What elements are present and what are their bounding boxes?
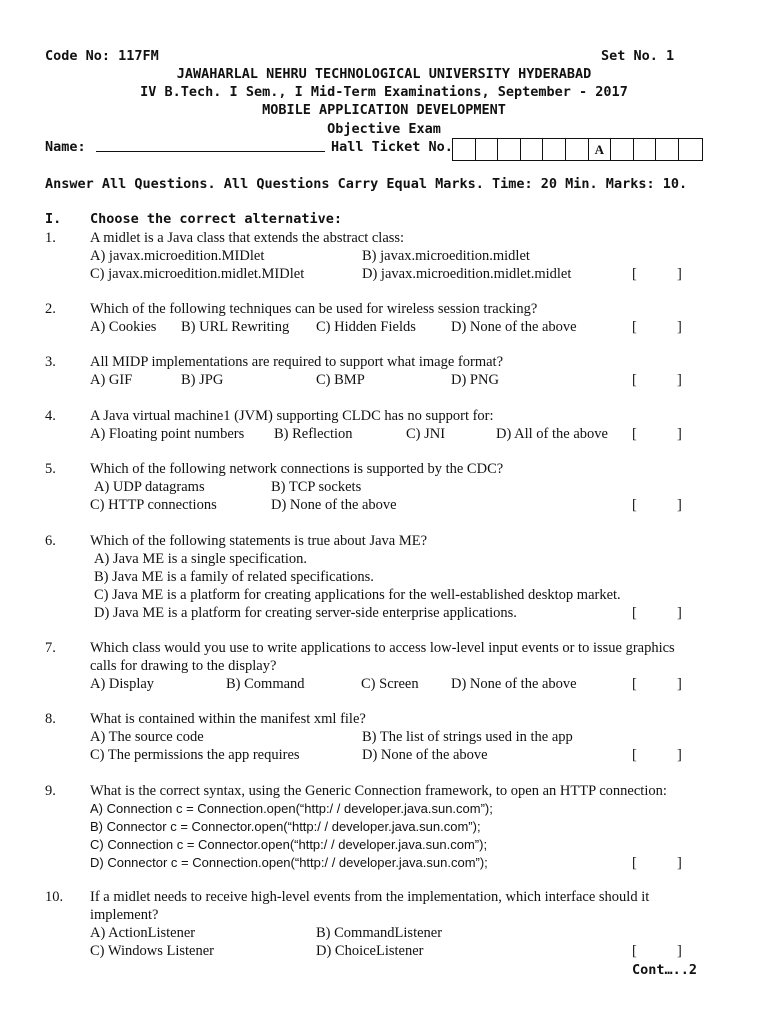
exam-type: Objective Exam [327, 121, 441, 137]
option: B) TCP sockets [271, 479, 362, 495]
option: A) ActionListener [90, 925, 196, 941]
option: A) javax.microedition.MIDlet [90, 248, 265, 264]
option: B) Command [226, 676, 305, 692]
option: D) PNG [451, 372, 499, 388]
question-text: If a midlet needs to receive high-level events from the implementation, which interface should it [90, 889, 650, 905]
answer-bracket-open[interactable]: [ [632, 943, 637, 959]
answer-bracket-close[interactable]: ] [677, 747, 682, 763]
option: B) CommandListener [316, 925, 443, 941]
option: B) javax.microedition.midlet [362, 248, 530, 264]
hall-ticket-boxes[interactable] [452, 138, 703, 161]
question-text: Which of the following statements is true about Java ME? [90, 533, 428, 549]
option: D) Connector c = Connection.open(“http:/ / developer.java.sun.com”); [90, 855, 488, 870]
answer-bracket-close[interactable]: ] [677, 605, 682, 621]
option: A) Java ME is a single specification. [94, 551, 308, 567]
option: D) ChoiceListener [316, 943, 424, 959]
hall-ticket-cell[interactable] [656, 139, 679, 160]
set-number: Set No. 1 [601, 48, 675, 64]
option: C) HTTP connections [90, 497, 217, 513]
question-number: 2. [45, 301, 56, 317]
question-text: What is contained within the manifest xml file? [90, 711, 366, 727]
option: A) Floating point numbers [90, 426, 245, 442]
answer-bracket-open[interactable]: [ [632, 372, 637, 388]
answer-bracket-close[interactable]: ] [677, 319, 682, 335]
question-number: 4. [45, 408, 56, 424]
option: D) None of the above [362, 747, 488, 763]
option: B) The list of strings used in the app [362, 729, 573, 745]
option: C) Hidden Fields [316, 319, 416, 335]
question-text: Which of the following network connections is supported by the CDC? [90, 461, 504, 477]
option: C) Java ME is a platform for creating applications for the well-established desktop market. [94, 587, 621, 603]
option: B) Java ME is a family of related specifications. [94, 569, 374, 585]
section-numeral: I. [45, 211, 62, 227]
option: A) Connection c = Connection.open(“http:/ / developer.java.sun.com”); [90, 801, 493, 816]
hall-ticket-cell[interactable] [498, 139, 521, 160]
hall-ticket-cell[interactable] [521, 139, 544, 160]
option: C) BMP [316, 372, 365, 388]
option: D) None of the above [271, 497, 397, 513]
answer-bracket-close[interactable]: ] [677, 266, 682, 282]
question-number: 9. [45, 783, 56, 799]
name-label: Name: [45, 139, 86, 155]
question-number: 5. [45, 461, 56, 477]
question-number: 8. [45, 711, 56, 727]
university-name: JAWAHARLAL NEHRU TECHNOLOGICAL UNIVERSITY HYDERABAD [176, 66, 592, 82]
option: D) None of the above [451, 676, 577, 692]
question-text: Which of the following techniques can be used for wireless session tracking? [90, 301, 538, 317]
exam-title: IV B.Tech. I Sem., I Mid-Term Examinations, September - 2017 [140, 84, 628, 100]
hall-ticket-cell[interactable] [566, 139, 589, 160]
option: C) Screen [361, 676, 419, 692]
option: B) Reflection [274, 426, 353, 442]
option: C) Windows Listener [90, 943, 214, 959]
option: A) GIF [90, 372, 133, 388]
question-text: Which class would you use to write applications to access low-level input events or to issue graphics [90, 640, 675, 656]
option: C) Connection c = Connector.open(“http:/ / developer.java.sun.com”); [90, 837, 488, 852]
question-text: What is the correct syntax, using the Generic Connection framework, to open an HTTP connection: [90, 783, 667, 799]
option: A) Display [90, 676, 155, 692]
option: B) Connector c = Connector.open(“http:/ / developer.java.sun.com”); [90, 819, 481, 834]
option: A) The source code [90, 729, 204, 745]
hall-ticket-cell[interactable] [679, 139, 702, 160]
continued-note: Cont…..2 [632, 962, 698, 978]
option: D) All of the above [496, 426, 608, 442]
answer-bracket-open[interactable]: [ [632, 266, 637, 282]
hall-ticket-cell[interactable] [543, 139, 566, 160]
hall-ticket-cell[interactable] [453, 139, 476, 160]
name-field[interactable] [96, 151, 325, 152]
option: C) JNI [406, 426, 446, 442]
question-number: 10. [45, 889, 64, 905]
answer-bracket-close[interactable]: ] [677, 855, 682, 871]
option: C) The permissions the app requires [90, 747, 300, 763]
answer-bracket-open[interactable]: [ [632, 676, 637, 692]
hall-ticket-cell[interactable]: A [589, 139, 612, 160]
question-text: All MIDP implementations are required to support what image format? [90, 354, 504, 370]
answer-bracket-open[interactable]: [ [632, 605, 637, 621]
hall-ticket-cell[interactable] [476, 139, 499, 160]
answer-bracket-open[interactable]: [ [632, 855, 637, 871]
question-text: calls for drawing to the display? [90, 658, 277, 674]
answer-bracket-close[interactable]: ] [677, 676, 682, 692]
answer-bracket-close[interactable]: ] [677, 943, 682, 959]
answer-bracket-open[interactable]: [ [632, 747, 637, 763]
hall-ticket-cell[interactable] [634, 139, 657, 160]
option: A) UDP datagrams [94, 479, 205, 495]
hall-ticket-cell[interactable] [611, 139, 634, 160]
option: D) None of the above [451, 319, 577, 335]
answer-bracket-open[interactable]: [ [632, 319, 637, 335]
option: B) URL Rewriting [181, 319, 290, 335]
question-number: 7. [45, 640, 56, 656]
subject-title: MOBILE APPLICATION DEVELOPMENT [262, 102, 506, 118]
answer-bracket-close[interactable]: ] [677, 372, 682, 388]
question-number: 3. [45, 354, 56, 370]
answer-bracket-open[interactable]: [ [632, 426, 637, 442]
option: B) JPG [181, 372, 224, 388]
question-number: 1. [45, 230, 56, 246]
hall-ticket-label: Hall Ticket No. [331, 139, 453, 155]
option: A) Cookies [90, 319, 157, 335]
instructions: Answer All Questions. All Questions Carry Equal Marks. Time: 20 Min. Marks: 10. [45, 176, 688, 192]
option: D) Java ME is a platform for creating server-side enterprise applications. [94, 605, 517, 621]
code-number: Code No: 117FM [45, 48, 159, 64]
question-text: A Java virtual machine1 (JVM) supporting CLDC has no support for: [90, 408, 494, 424]
question-text: implement? [90, 907, 159, 923]
question-number: 6. [45, 533, 56, 549]
answer-bracket-open[interactable]: [ [632, 497, 637, 513]
option: C) javax.microedition.midlet.MIDlet [90, 266, 305, 282]
question-text: A midlet is a Java class that extends the abstract class: [90, 230, 405, 246]
section-title: Choose the correct alternative: [90, 211, 342, 227]
option: D) javax.microedition.midlet.midlet [362, 266, 572, 282]
answer-bracket-close[interactable]: ] [677, 497, 682, 513]
answer-bracket-close[interactable]: ] [677, 426, 682, 442]
